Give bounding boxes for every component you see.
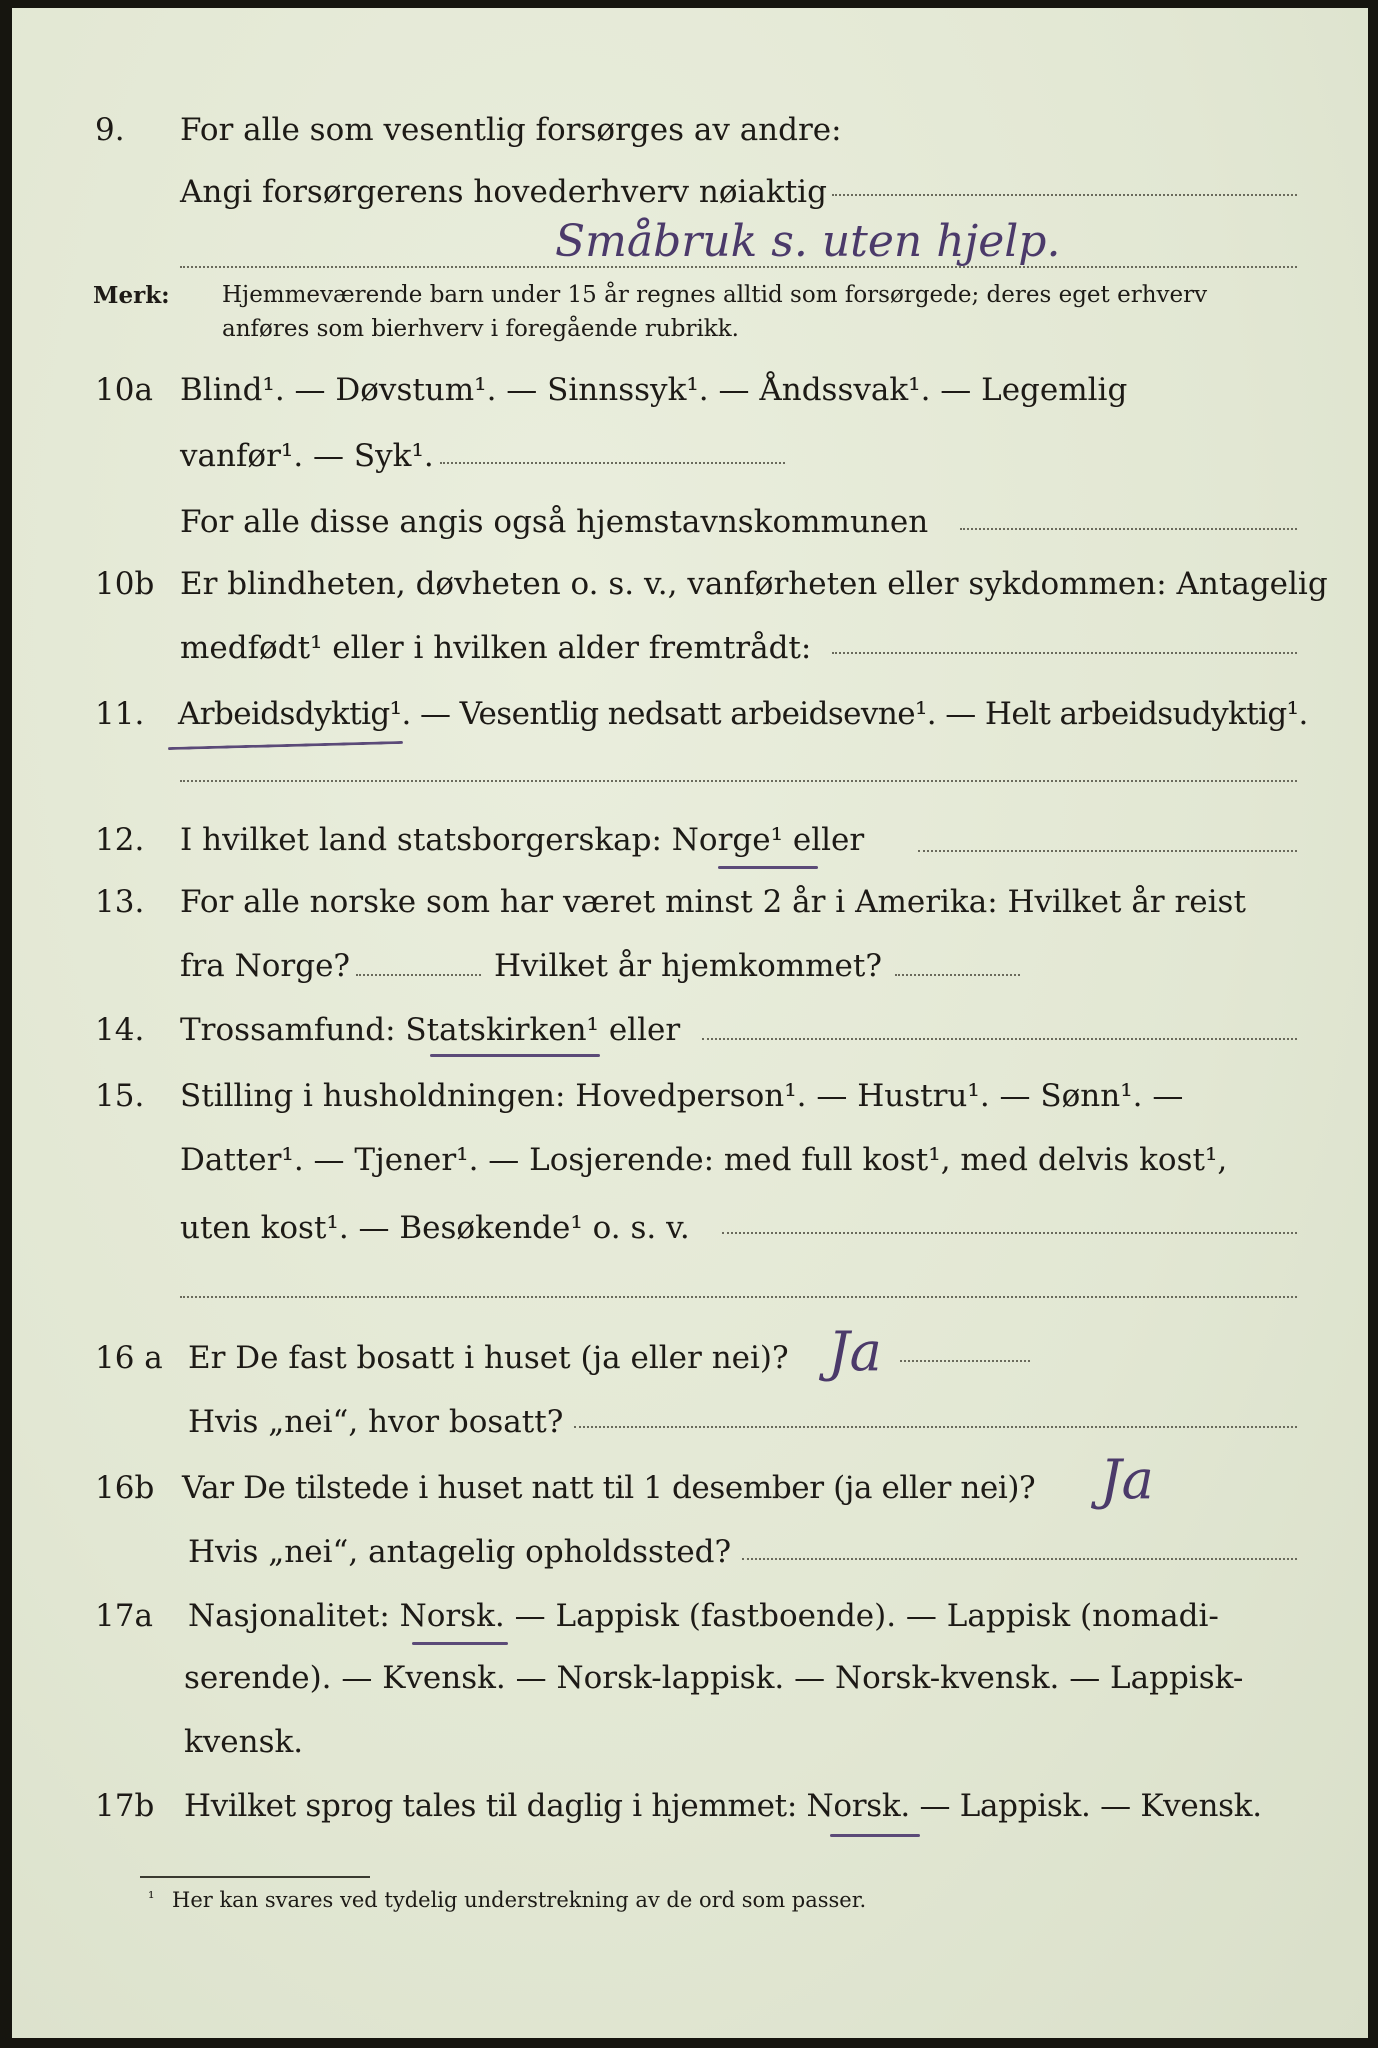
q17a-row [0,1594,1378,1640]
q15-extra-line [180,1296,1297,1298]
q16a-answer-handwriting: Ja [828,1320,882,1383]
q16a-answer-line [900,1360,1030,1362]
q9-answer-handwriting: Småbruk s. uten hjelp. [555,216,1061,267]
q15-line1: Stilling i husholdningen: Hovedperson¹. — Hustru¹. — Sønn¹. — [180,1078,1184,1114]
q9-row [0,108,1378,154]
q17a-line2: serende). — Kvensk. — Norsk-lappisk. — Norsk-kvensk. — Lappisk- [184,1660,1244,1696]
q12-line1: I hvilket land statsborgerskap: Norge¹ eller [180,822,865,858]
q13-line1: For alle norske som har været minst 2 år i Amerika: Hvilket år reist [180,884,1246,920]
q16a-number: 16 a [95,1340,163,1376]
q13-return-line [895,974,1020,976]
q16a-row2 [0,1400,1378,1446]
q11-fill-line [180,780,1297,782]
q17a-line3: kvensk. [184,1724,304,1760]
q10b-row2 [0,626,1378,672]
footnote-row [0,1886,1378,1932]
q11-number: 11. [95,696,145,732]
q17a-line1: Nasjonalitet: Norsk. — Lappisk (fastboende). — Lappisk (nomadi- [188,1598,1219,1634]
q10b-number: 10b [95,566,155,602]
q13-row2 [0,944,1378,990]
q9-line2: Angi forsørgerens hovederhverv nøiaktig [180,174,827,210]
q13-number: 13. [95,884,145,920]
q15-row4 [0,1270,1378,1316]
q12-handwritten-underline [718,866,818,869]
q10b-fill-line [832,652,1297,654]
q15-fill-line [722,1232,1297,1234]
q15-line3: uten kost¹. — Besøkende¹ o. s. v. [180,1210,690,1246]
q10b-line2: medfødt¹ eller i hvilken alder fremtrådt: [180,630,812,666]
q17b-number: 17b [95,1788,155,1824]
q10a-line1: Blind¹. — Døvstum¹. — Sinnssyk¹. — Åndssvak¹. — Legemlig [180,372,1128,408]
q11-row2 [0,758,1378,804]
q17b-line1: Hvilket sprog tales til daglig i hjemmet: Norsk. — Lappisk. — Kvensk. [184,1788,1262,1824]
q16b-line2: Hvis „nei“, antagelig opholdssted? [188,1534,732,1570]
q16a-line2: Hvis „nei“, hvor bosatt? [188,1404,564,1440]
q10a-row3 [0,500,1378,546]
merk-line2: anføres som bierhverv i foregående rubrikk. [222,316,739,342]
q10a-line2: vanfør¹. — Syk¹. [180,438,434,474]
q16b-number: 16b [95,1470,155,1506]
q17b-row [0,1784,1378,1830]
q10b-row [0,562,1378,608]
q9-line1: For alle som vesentlig forsørges av andre: [180,112,842,148]
q15-row [0,1074,1378,1120]
q10a-line3: For alle disse angis også hjemstavnskommunen [180,504,929,540]
q17a-row2 [0,1656,1378,1702]
q14-number: 14. [95,1012,145,1048]
q10b-line1: Er blindheten, døvheten o. s. v., vanførheten eller sykdommen: Antagelig [180,566,1328,602]
merk-label: Merk: [93,282,170,309]
q17a-row3 [0,1720,1378,1766]
q16a-residence-line [574,1426,1297,1428]
q16a-row [0,1320,1378,1383]
q15-line2: Datter¹. — Tjener¹. — Losjerende: med full kost¹, med delvis kost¹, [180,1142,1228,1178]
q9-number: 9. [95,112,125,148]
q12-number: 12. [95,822,145,858]
q10a-row2 [0,434,1378,480]
footnote-separator [140,1876,370,1878]
q15-row2 [0,1138,1378,1184]
q17b-handwritten-underline [830,1834,920,1837]
q11-row [0,692,1378,738]
q11-line1: Arbeidsdyktig¹. — Vesentlig nedsatt arbeidsevne¹. — Helt arbeidsudyktig¹. [178,696,1308,732]
q16b-line1: Var De tilstede i huset natt til 1 desember (ja eller nei)? [182,1470,1036,1506]
q10a-row [0,368,1378,414]
q16a-line1: Er De fast bosatt i huset (ja eller nei)? [188,1340,789,1376]
merk-line1: Hjemmeværende barn under 15 år regnes alltid som forsørgede; deres eget erhverv [222,282,1208,308]
merk-row2 [0,316,1378,362]
q10a-number: 10a [95,372,153,408]
q14-handwritten-underline [430,1054,600,1057]
q17a-handwritten-underline [412,1642,508,1645]
q14-fill-line [702,1038,1297,1040]
q13-line2a: fra Norge? [180,948,351,984]
q10a-fill-line [440,462,785,464]
q17a-number: 17a [95,1598,153,1634]
footnote-text: Her kan svares ved tydelig understrekning av de ord som passer. [172,1888,867,1912]
footnote-mark: ¹ [148,1888,155,1907]
q15-number: 15. [95,1078,145,1114]
q12-fill-line [918,850,1297,852]
q16b-stay-line [742,1558,1297,1560]
q9-row2 [0,170,1378,216]
q9-fill-line [832,194,1297,196]
q13-row [0,880,1378,926]
q16b-answer-handwriting: Ja [1100,1448,1154,1511]
q13-departure-line [356,974,481,976]
q14-line1: Trossamfund: Statskirken¹ eller [180,1012,681,1048]
q9-answer-row [0,216,1378,276]
q12-row [0,818,1378,864]
q16b-row [0,1448,1378,1512]
q16b-row2 [0,1530,1378,1576]
q13-line2b: Hvilket år hjemkommet? [494,948,882,984]
q14-row [0,1008,1378,1054]
q10a-home-line [960,528,1297,530]
q9-answer-line [180,266,1297,268]
q15-row3 [0,1206,1378,1252]
